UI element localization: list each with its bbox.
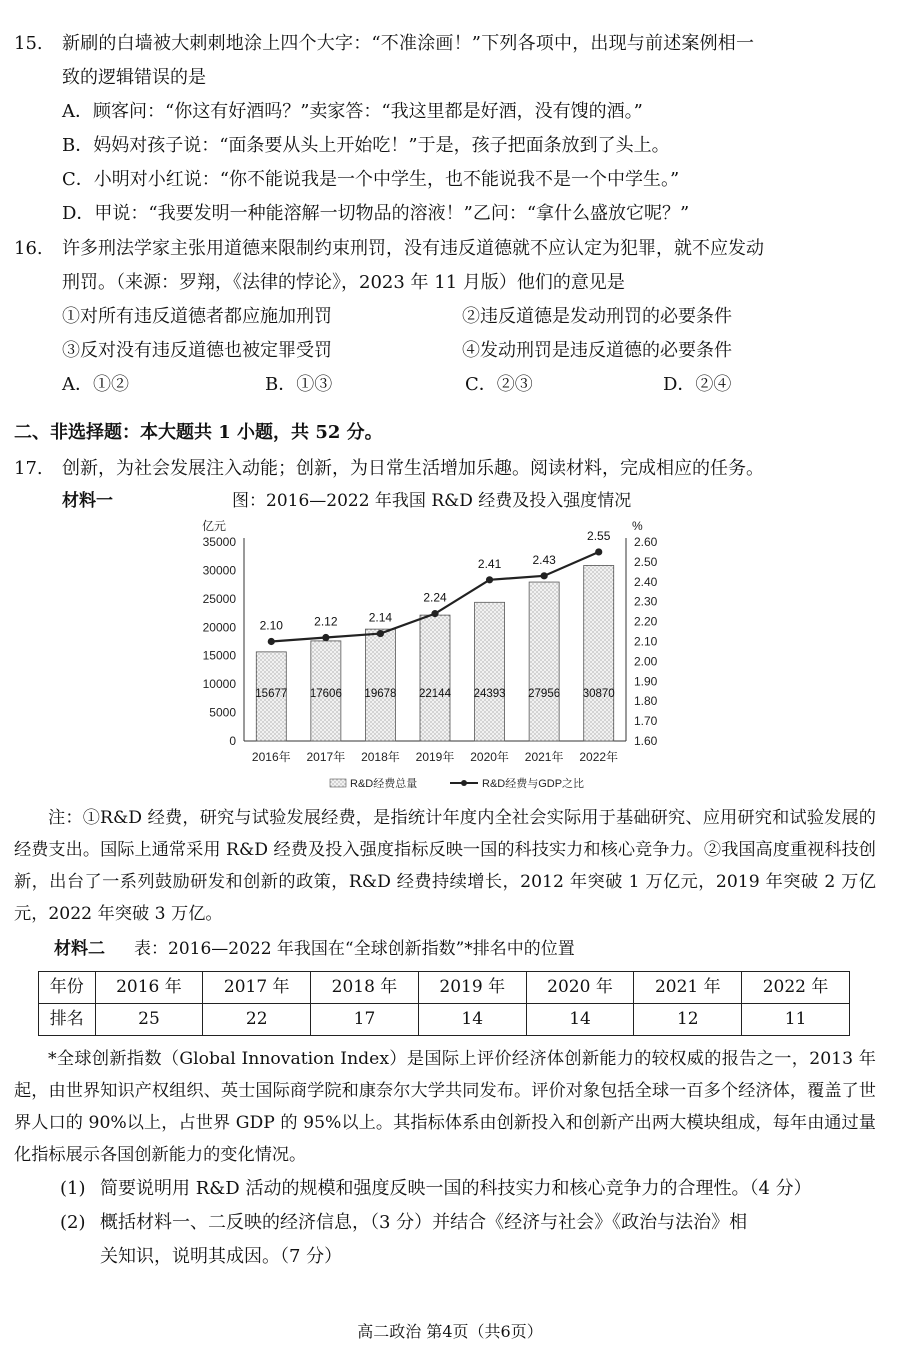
q16-item-1: ①对所有违反道德者都应施加刑罚 <box>62 306 332 327</box>
right-tick-label: 2.10 <box>634 634 658 649</box>
table-header-cell: 2019 年 <box>418 972 526 1004</box>
page-footer: 高二政治 第4页（共6页） <box>357 1322 543 1341</box>
q17-number: 17. <box>14 458 43 479</box>
ratio-point <box>268 638 275 645</box>
ratio-label: 2.12 <box>314 614 338 629</box>
table-cell: 11 <box>742 1004 850 1036</box>
left-tick-label: 25000 <box>202 591 236 606</box>
q15-stem-line1: 新刷的白墙被大刺刺地涂上四个大字：“不准涂画！”下列各项中，出现与前述案例相一 <box>62 33 755 54</box>
bar <box>420 615 450 741</box>
left-tick-label: 10000 <box>202 677 236 692</box>
x-tick-label: 2016年 <box>251 750 291 764</box>
material2-note: *全球创新指数（Global Innovation Index）是国际上评价经济体创新能力的较权威的报告之一，2013 年起，由世界知识产权组织、英士国际商学院和康奈尔大学共同发布。评价对象包括全球一百多个经济体，覆盖了世界人口的 90%以上，占世界 GDP 的 95%以上。其指标体系由创新投入和创新产出两大模块组成，每年由通过量化指标展示各国创新能力的变化情况。 <box>14 1049 876 1165</box>
table-cell: 排名 <box>39 1004 96 1036</box>
ratio-point <box>322 634 329 641</box>
q16-option-b: B．①③ <box>265 374 333 395</box>
ratio-point <box>595 548 602 555</box>
sub2-number: (2) <box>60 1212 86 1233</box>
q15-option-c: C．小明对小红说：“你不能说我是一个中学生，也不能说我不是一个中学生。” <box>62 169 680 190</box>
bar <box>475 602 505 741</box>
table-cell: 14 <box>526 1004 634 1036</box>
table-cell: 14 <box>418 1004 526 1036</box>
sub1-number: (1) <box>60 1178 86 1199</box>
left-tick-label: 35000 <box>202 535 236 549</box>
table-header-cell: 2016 年 <box>95 972 203 1004</box>
bar <box>584 565 614 741</box>
table-cell: 17 <box>311 1004 419 1036</box>
bar-value-label: 22144 <box>419 688 451 700</box>
left-tick-label: 5000 <box>209 705 236 720</box>
right-tick-label: 1.80 <box>634 694 658 709</box>
ratio-label: 2.43 <box>532 552 556 567</box>
left-tick-label: 30000 <box>202 563 236 578</box>
x-tick-label: 2022年 <box>579 750 619 764</box>
legend-bar-swatch <box>330 779 346 787</box>
x-tick-label: 2018年 <box>361 750 400 764</box>
legend-line-label: R&D经费与GDP之比 <box>482 778 585 790</box>
right-tick-label: 2.20 <box>634 614 658 629</box>
ratio-point <box>486 576 493 583</box>
innovation-rank-table <box>38 971 850 1036</box>
bar-value-label: 19678 <box>364 688 397 700</box>
table-header-cell: 2018 年 <box>311 972 419 1004</box>
material2-label: 材料二 <box>54 939 105 959</box>
rd-chart-svg <box>180 515 680 800</box>
q16-number: 16. <box>14 238 43 259</box>
bar-value-label: 15677 <box>255 688 288 700</box>
table-caption: 表：2016—2022 年我国在“全球创新指数”*排名中的位置 <box>134 939 575 959</box>
right-tick-label: 2.30 <box>634 594 658 609</box>
table-cell: 22 <box>203 1004 311 1036</box>
ratio-label: 2.41 <box>477 556 502 571</box>
right-tick-label: 2.00 <box>634 654 658 669</box>
material1-note: 注：①R&D 经费，研究与试验发展经费，是指统计年度内全社会实际用于基础研究、应用研究和试验发展的经费支出。国际上通常采用 R&D 经费及投入强度指标反映一国的科技实力和核心竞争力。②我国高度重视科技创新，出台了一系列鼓励研发和创新的政策，R&D 经费持续增长，2012 年突破 1 万亿元，2019 年突破 2 万亿元，2022 年突破 3 万亿。 <box>14 808 876 924</box>
ratio-label: 2.55 <box>587 528 611 543</box>
ratio-point <box>431 610 438 617</box>
x-tick-label: 2020年 <box>470 750 509 764</box>
q16-stem-line2: 刑罚。（来源：罗翔，《法律的悖论》，2023 年 11 月版）他们的意见是 <box>62 272 625 293</box>
ratio-label: 2.10 <box>259 618 283 633</box>
sub2-text-line2: 关知识，说明其成因。（7 分） <box>100 1246 343 1267</box>
q15-option-d: D．甲说：“我要发明一种能溶解一切物品的溶液！”乙问：“拿什么盛放它呢？” <box>62 203 690 224</box>
right-tick-label: 1.90 <box>634 674 658 689</box>
table-header-cell: 2017 年 <box>203 972 311 1004</box>
section2-heading: 二、非选择题：本大题共 1 小题，共 52 分。 <box>14 422 383 443</box>
right-tick-label: 2.50 <box>634 554 658 569</box>
bar-value-label: 27956 <box>528 688 561 700</box>
ratio-label: 2.24 <box>423 590 447 605</box>
table-row <box>39 1004 850 1036</box>
bar <box>529 582 559 741</box>
legend-bar-label: R&D经费总量 <box>350 778 418 790</box>
material1-label: 材料一 <box>62 491 113 511</box>
legend-line-marker <box>461 780 467 786</box>
right-tick-label: 2.60 <box>634 535 658 549</box>
rd-chart <box>180 515 680 800</box>
right-tick-label: 1.60 <box>634 734 658 748</box>
q16-stem-line1: 许多刑法学家主张用道德来限制约束刑罚，没有违反道德就不应认定为犯罪，就不应发动 <box>62 238 764 259</box>
q16-item-2: ②违反道德是发动刑罚的必要条件 <box>462 306 732 327</box>
q16-option-a: A．①② <box>62 374 129 395</box>
bar-value-label: 24393 <box>473 688 506 700</box>
right-tick-label: 1.70 <box>634 714 658 729</box>
q16-option-d: D．②④ <box>663 374 732 395</box>
left-tick-label: 15000 <box>202 648 236 663</box>
left-tick-label: 20000 <box>202 620 236 635</box>
q16-item-3: ③反对没有违反道德也被定罪受罚 <box>62 340 332 361</box>
left-axis-unit: 亿元 <box>202 519 227 533</box>
right-tick-label: 2.40 <box>634 574 658 589</box>
x-tick-label: 2019年 <box>415 750 455 764</box>
right-axis-unit: % <box>632 519 643 533</box>
table-cell: 25 <box>95 1004 203 1036</box>
ratio-point <box>377 630 384 637</box>
sub2-text-line1: 概括材料一、二反映的经济信息，（3 分）并结合《经济与社会》《政治与法治》相 <box>100 1212 748 1233</box>
ratio-label: 2.14 <box>368 610 393 625</box>
q15-stem-line2: 致的逻辑错误的是 <box>62 67 206 88</box>
q15-option-a: A．顾客问：“你这有好酒吗？”卖家答：“我这里都是好酒，没有馊的酒。” <box>62 101 643 122</box>
table-cell: 12 <box>634 1004 742 1036</box>
x-tick-label: 2017年 <box>306 750 346 764</box>
ratio-point <box>541 572 548 579</box>
table-header-cell: 2020 年 <box>526 972 634 1004</box>
chart-caption: 图：2016—2022 年我国 R&D 经费及投入强度情况 <box>232 491 632 511</box>
table-header-cell: 2022 年 <box>742 972 850 1004</box>
bar-value-label: 17606 <box>309 688 342 700</box>
sub1-text: 简要说明用 R&D 活动的规模和强度反映一国的科技实力和核心竞争力的合理性。（4 分） <box>100 1178 812 1199</box>
left-tick-label: 0 <box>229 734 236 748</box>
bar-value-label: 30870 <box>582 688 615 700</box>
q15-option-b: B．妈妈对孩子说：“面条要从头上开始吃！”于是，孩子把面条放到了头上。 <box>62 135 670 156</box>
q16-item-4: ④发动刑罚是违反道德的必要条件 <box>462 340 732 361</box>
table-header-cell: 2021 年 <box>634 972 742 1004</box>
q17-stem: 创新，为社会发展注入动能；创新，为日常生活增加乐趣。阅读材料，完成相应的任务。 <box>62 458 764 479</box>
table-header-cell: 年份 <box>39 972 96 1004</box>
q15-number: 15. <box>14 33 43 54</box>
q16-option-c: C．②③ <box>465 374 533 395</box>
table-header-row <box>39 972 850 1004</box>
bar <box>365 629 395 741</box>
x-tick-label: 2021年 <box>524 750 564 764</box>
